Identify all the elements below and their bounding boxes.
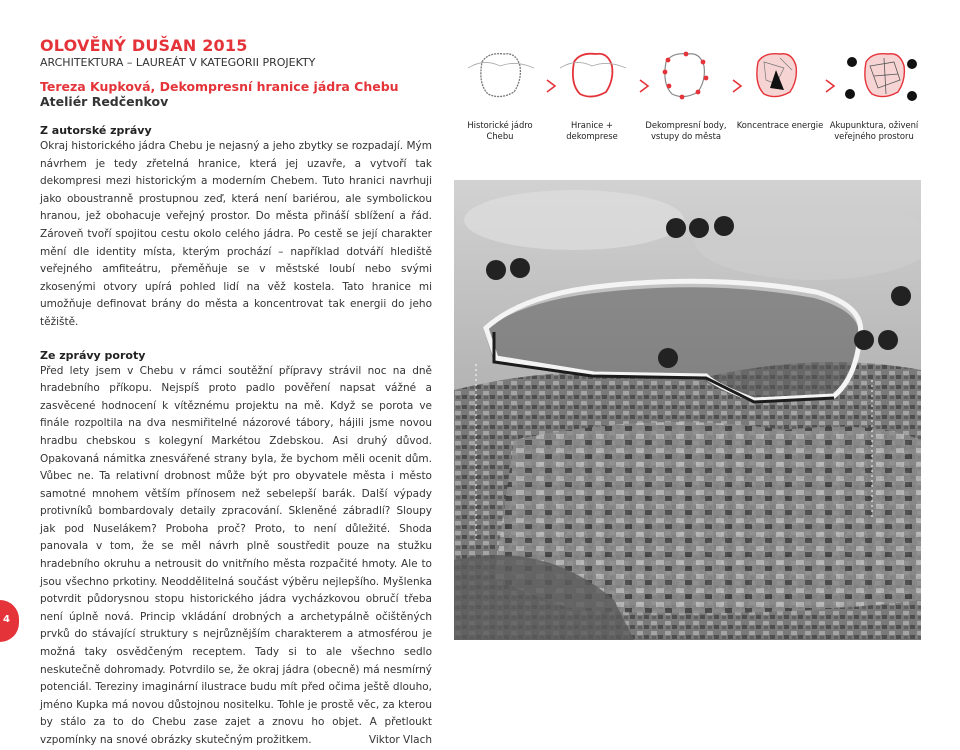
jury-report-heading: Ze zprávy poroty [40,348,146,362]
core-outline-4 [757,54,797,97]
diagram-label-3: Dekompresní body, vstupy do města [645,120,727,141]
illustration-column [454,40,921,640]
award-title: OLOVĚNÝ DUŠAN 2015 [40,36,248,55]
core-outline-3 [663,52,709,100]
cloud [464,190,684,250]
core-outline-1 [468,54,534,97]
aerial-photo-collage [454,180,921,640]
core-outline-5 [845,54,917,101]
jury-report-text: Před lety jsem v Chebu v rámci soutěžní přípravy strávil noc na dně hradebního příkopu. Nejspíš proto padlo pověření napsat vážné a zasvěcené hodnocení k vítěznému projektu na mě. Když se porota ve finále rozpoltila na dva nesmiřitelné názorové tábory, hájili jsme novou hradbu chebskou s kolegyní Markétou Zdebskou. Asi druhý důvod. Opakovaná námitka znesvářené strany byla, že bychom měli ocenit dům. Vůbec ne. Ta relativní drobnost může být pro obyvatele města i město samotné mnohem větším přínosem než sebelepší barák. Další výpady protivníků bombardovaly detaily zpracování. Skleněné zábradlí? Sloupy jak pod Nuselákem? Proboha proč? Proto, to není důležité. Shoda panovala v tom, že se měl návrh plně soustředit pouze na stužku hradebního okruhu a netrousit do vnitřního města rozpačité hmoty. Ale to jsou všechno prkotiny. Neoddělitelná součást výběru nejlepšího. Myšlenka potvrdit půdorysnou stopu historického jádra vycházkovou obručí třeba není úplně nová. Princip vkládání drobných a archetypálně očištěných prvků do stávající struktury s nejrůznějším charakterem a atmosférou je možná taky osvědčeným receptem. Tady si to ale všechno sedlo neskutečně dohromady. Potvrdilo se, že okraj jádra (obecně) má nesmírný potenciál. Tereziny imaginární ilustrace budu mít před očima ještě dlouho, jméno Kupka má novou důstojnou nositelku. Tohle je prostě věc, za kterou by stálo za to do Chebu zase zajet a znovu ho objet. A přetloukt vzpomínky na snové obrázky skutečným prožitkem. [40,364,432,746]
diagram-label-5: Akupunktura, oživení veřejného prostoru [829,120,919,141]
jury-report [40,363,432,750]
text-column [40,36,432,750]
arrow-2 [640,80,648,92]
author-report-heading: Z autorské zprávy [40,124,152,137]
arrow-3 [733,80,741,92]
page-number: 4 [3,614,10,625]
arrow-1 [547,80,555,92]
author-report-text: Okraj historického jádra Chebu je nejasný a jeho zbytky se rozpadají. Mým návrhem je tedy zřetelná hranice, která jej uzavře, a vytvoří tak dekompresi mezi historickým a moderním Chebem. Tuto hranici navrhuji jako oboustranně prostupnou zeď, která není bariérou, ale symbolickou hranou, jež obohacuje veřejný prostor. Do města přináší sblížení a řád. Zároveň tvoří spojitou cestu okolo celého jádra. Po cestě se její charakter mění dle identity místa, kterým prochází – například dotváří hlediště veřejného amfiteátru, přeměňuje se v městské loubí nebo svými zkosenými otvory upírá pohled lidí na věž kostela. Tato hranice mi umožňuje definovat brány do města a koncentrovat tak energii do jeho těžiště. [40,140,432,328]
diagram-label-4: Koncentrace energie [736,120,824,130]
diagram-label-2: Hranice + dekomprese [566,120,618,141]
studio-name: Ateliér Redčenkov [40,94,169,109]
page-number-tab [0,600,19,642]
diagram-label-1: Historické jádro Chebu [467,120,533,141]
project-title: Tereza Kupková, Dekompresní hranice jádra Chebu [40,79,399,94]
signature: Viktor Vlach [368,734,432,746]
arrow-4 [826,80,834,92]
concept-diagram [454,40,921,150]
award-subtitle: ARCHITEKTURA – LAUREÁT V KATEGORII PROJEKTY [40,56,316,69]
core-outline-2 [560,54,626,97]
